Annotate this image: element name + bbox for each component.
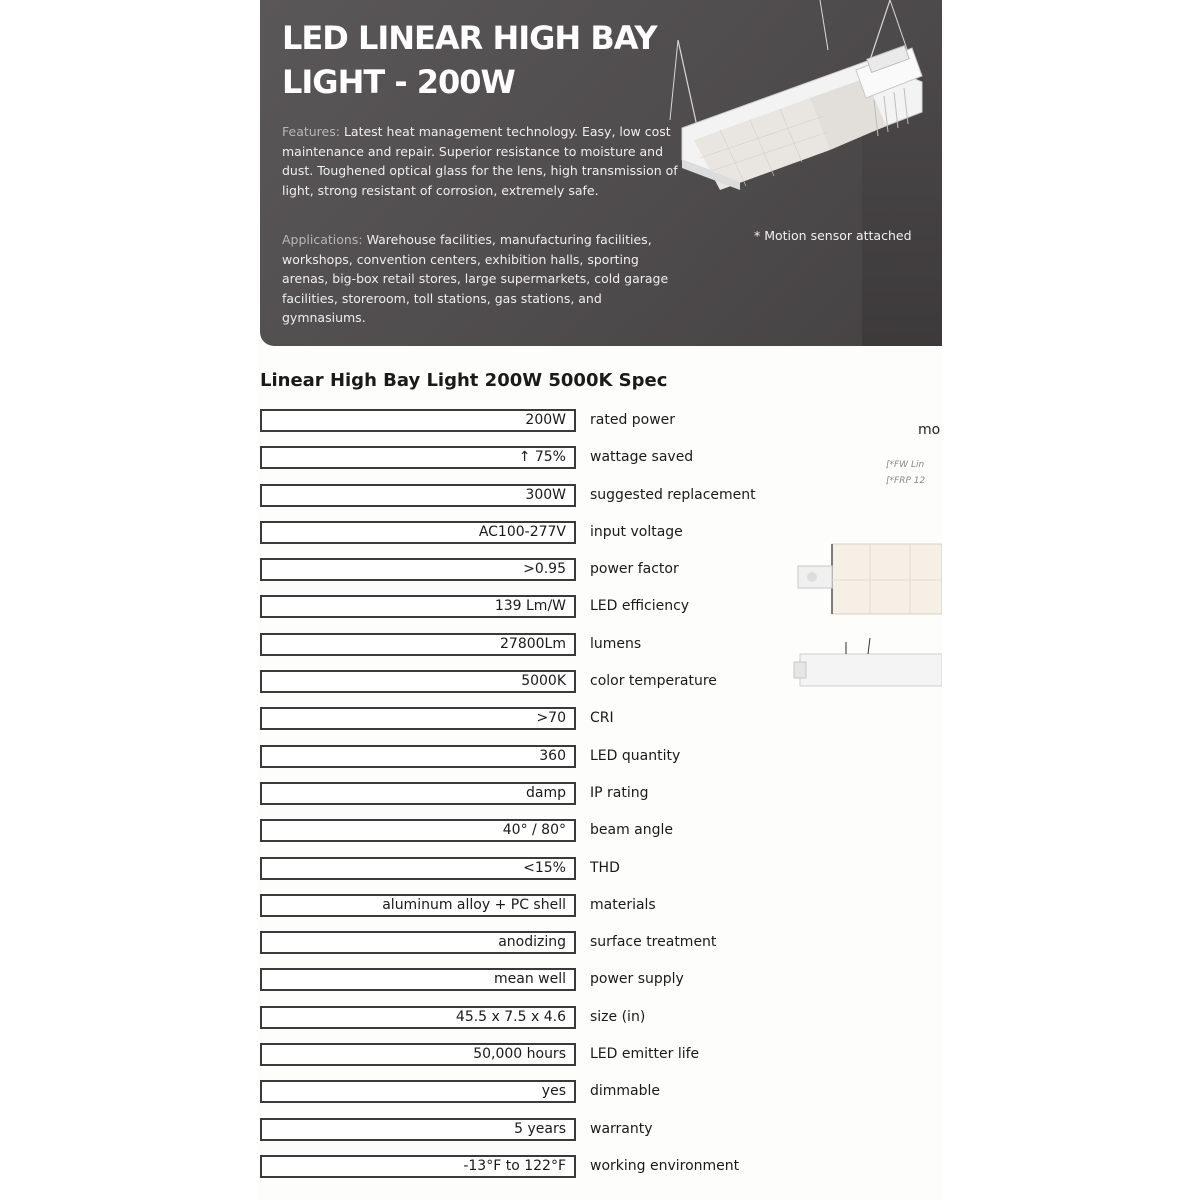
applications-paragraph bbox=[282, 230, 682, 328]
spec-label: surface treatment bbox=[590, 934, 717, 951]
spec-value: <15% bbox=[260, 857, 576, 880]
spec-label: beam angle bbox=[590, 822, 674, 839]
drawing-note-2: [*FRP 12 bbox=[886, 476, 926, 486]
spec-row bbox=[260, 409, 800, 446]
spec-value: anodizing bbox=[260, 931, 576, 954]
spec-label: lumens bbox=[590, 635, 642, 652]
spec-row bbox=[260, 745, 800, 782]
spec-label: LED efficiency bbox=[590, 598, 690, 615]
spec-value: 45.5 x 7.5 x 4.6 bbox=[260, 1006, 576, 1029]
spec-label: working environment bbox=[590, 1157, 740, 1174]
applications-label: Applications: bbox=[282, 232, 363, 247]
spec-row bbox=[260, 1155, 800, 1192]
drawing-heading-partial: mo bbox=[918, 422, 941, 438]
spec-row bbox=[260, 1006, 800, 1043]
spec-value: damp bbox=[260, 782, 576, 805]
spec-row bbox=[260, 633, 800, 670]
spec-label: size (in) bbox=[590, 1008, 646, 1025]
spec-row bbox=[260, 782, 800, 819]
spec-value: -13°F to 122°F bbox=[260, 1155, 576, 1178]
spec-label: materials bbox=[590, 896, 656, 913]
spec-row bbox=[260, 707, 800, 744]
features-paragraph bbox=[282, 122, 682, 200]
spec-value: 200W bbox=[260, 409, 576, 432]
fixture-drawing bbox=[780, 530, 942, 710]
spec-label: LED quantity bbox=[590, 747, 681, 764]
spec-value: 50,000 hours bbox=[260, 1043, 576, 1066]
spec-row bbox=[260, 968, 800, 1005]
spec-label: power supply bbox=[590, 971, 684, 988]
spec-label: CRI bbox=[590, 710, 614, 727]
dimension-drawing bbox=[780, 400, 942, 720]
spec-value: ↑ 75% bbox=[260, 446, 576, 469]
spec-label: LED emitter life bbox=[590, 1046, 700, 1063]
motion-sensor-note: * Motion sensor attached bbox=[754, 228, 912, 243]
spec-label: dimmable bbox=[590, 1083, 661, 1100]
spec-label: color temperature bbox=[590, 673, 717, 690]
spec-value: >0.95 bbox=[260, 558, 576, 581]
spec-value: 300W bbox=[260, 484, 576, 507]
spec-label: input voltage bbox=[590, 523, 683, 540]
spec-label: power factor bbox=[590, 561, 679, 578]
features-label: Features: bbox=[282, 124, 340, 139]
spec-label: THD bbox=[590, 859, 620, 876]
spec-value: aluminum alloy + PC shell bbox=[260, 894, 576, 917]
spec-value: >70 bbox=[260, 707, 576, 730]
spec-row bbox=[260, 446, 800, 483]
features-text: Latest heat management technology. Easy, low cost maintenance and repair. Superior resistance to moisture and dust. Toughened optical glass for the lens, high transmission of light, strong resistant of corrosion, extremely safe. bbox=[282, 124, 678, 198]
spec-row bbox=[260, 558, 800, 595]
spec-label: warranty bbox=[590, 1120, 653, 1137]
spec-row bbox=[260, 670, 800, 707]
applications-text: Warehouse facilities, manufacturing facilities, workshops, convention centers, exhibition halls, sporting arenas, big-box retail stores, large supermarkets, cold garage facilities, storeroom, toll stations, gas stations, and gymnasiums. bbox=[282, 232, 669, 326]
spec-value: 139 Lm/W bbox=[260, 595, 576, 618]
spec-value: mean well bbox=[260, 968, 576, 991]
spec-table bbox=[260, 409, 800, 1192]
high-bay-fixture-illustration bbox=[660, 0, 942, 230]
spec-row bbox=[260, 1080, 800, 1117]
spec-value: 40° / 80° bbox=[260, 819, 576, 842]
spec-row bbox=[260, 819, 800, 856]
spec-row bbox=[260, 1043, 800, 1080]
spec-row bbox=[260, 484, 800, 521]
spec-row bbox=[260, 595, 800, 632]
spec-row bbox=[260, 931, 800, 968]
spec-row bbox=[260, 857, 800, 894]
spec-label: IP rating bbox=[590, 784, 649, 801]
spec-row bbox=[260, 1118, 800, 1155]
spec-value: yes bbox=[260, 1080, 576, 1103]
hero-panel bbox=[260, 0, 942, 346]
spec-label: rated power bbox=[590, 412, 676, 428]
spec-row bbox=[260, 521, 800, 558]
spec-value: AC100-277V bbox=[260, 521, 576, 544]
spec-label: wattage saved bbox=[590, 449, 694, 466]
spec-value: 360 bbox=[260, 745, 576, 768]
spec-value: 5 years bbox=[260, 1118, 576, 1141]
drawing-note-1: [*FW Lin bbox=[886, 460, 925, 470]
spec-row bbox=[260, 894, 800, 931]
hero-title: LED LINEAR HIGH BAY LIGHT - 200W bbox=[282, 19, 657, 101]
spec-title: Linear High Bay Light 200W 5000K Spec bbox=[260, 370, 668, 391]
spec-label: suggested replacement bbox=[590, 486, 756, 503]
spec-value: 5000K bbox=[260, 670, 576, 693]
spec-value: 27800Lm bbox=[260, 633, 576, 656]
